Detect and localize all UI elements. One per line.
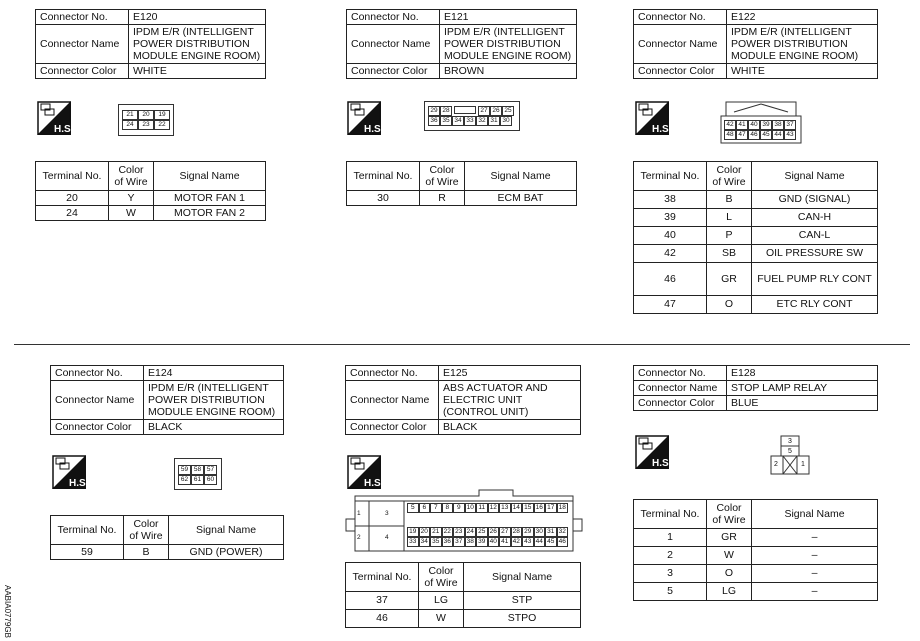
table-row (634, 263, 878, 296)
table-cell: FUEL PUMP RLY CONT (752, 263, 878, 296)
pin: 58 (191, 465, 204, 475)
pin: 1 (801, 461, 805, 468)
pin: 23 (453, 527, 465, 537)
table-cell: 5 (634, 583, 707, 601)
pin: 5 (788, 448, 792, 455)
pin: 42 (511, 537, 523, 547)
pin: 38 (772, 120, 784, 130)
table-cell: CAN-L (752, 227, 878, 245)
pin: 17 (545, 503, 557, 513)
pin: 62 (178, 475, 191, 485)
header-color-of-wire: Color of Wire (420, 162, 465, 191)
pin: 18 (557, 503, 569, 513)
pin: 32 (557, 527, 569, 537)
label-connector-no: Connector No. (347, 10, 440, 25)
pin: 2 (357, 534, 361, 541)
pin: 34 (452, 116, 464, 126)
pin: 25 (502, 106, 514, 116)
label-connector-color: Connector Color (634, 396, 727, 411)
table-cell: ECM BAT (465, 191, 577, 206)
table-cell: R (420, 191, 465, 206)
header-signal-name: Signal Name (752, 162, 878, 191)
pin: 5 (407, 503, 419, 513)
connector-name-value: IPDM E/R (INTELLIGENT POWER DISTRIBUTION MODULE ENGINE ROOM) (144, 381, 284, 420)
header-color-of-wire: Color of Wire (109, 162, 154, 191)
pin: 47 (736, 130, 748, 140)
table-row (634, 296, 878, 314)
pin: 44 (772, 130, 784, 140)
pin: 38 (465, 537, 477, 547)
pin: 22 (154, 120, 170, 130)
terminal-table-e128 (633, 499, 878, 601)
section-divider (14, 344, 910, 345)
connector-face-e120 (118, 104, 174, 136)
pin: 23 (138, 120, 154, 130)
table-row (634, 529, 878, 547)
table-cell: 38 (634, 191, 707, 209)
svg-text:H.S.: H.S. (364, 124, 384, 135)
figure-code (0, 585, 14, 638)
pin: 27 (478, 106, 490, 116)
pin: 57 (204, 465, 217, 475)
pin: 48 (724, 130, 736, 140)
pin: 8 (442, 503, 454, 513)
table-row (634, 191, 878, 209)
table-cell: 37 (346, 592, 419, 610)
pin: 9 (453, 503, 465, 513)
connector-color-value: WHITE (129, 64, 266, 79)
table-row (36, 191, 266, 206)
pin: 30 (534, 527, 546, 537)
label-connector-name: Connector Name (36, 25, 129, 64)
table-cell: W (419, 610, 464, 628)
table-row (634, 245, 878, 263)
table-cell: GR (707, 263, 752, 296)
svg-text:H.S.: H.S. (652, 458, 672, 469)
pin: 20 (138, 110, 154, 120)
pin: 41 (736, 120, 748, 130)
connector-face-e128 (769, 434, 811, 478)
table-cell: LG (419, 592, 464, 610)
connector-color-value: BLUE (727, 396, 878, 411)
pin: 25 (476, 527, 488, 537)
pin: 32 (476, 116, 488, 126)
table-cell: OIL PRESSURE SW (752, 245, 878, 263)
pin: 28 (440, 106, 452, 116)
svg-text:H.S.: H.S. (652, 124, 672, 135)
terminal-table-e125 (345, 562, 581, 628)
table-cell: STPO (464, 610, 581, 628)
terminal-table-e122 (633, 161, 878, 314)
pin: 7 (430, 503, 442, 513)
header-color-of-wire: Color of Wire (124, 516, 169, 545)
connector-e128 (633, 365, 878, 411)
pin: 21 (430, 527, 442, 537)
figure-code-text: AABIA0779GB (3, 585, 12, 638)
connector-e125 (345, 365, 581, 435)
connector-name-value: IPDM E/R (INTELLIGENT POWER DISTRIBUTION MODULE ENGINE ROOM) (129, 25, 266, 64)
pin: 3 (385, 510, 389, 517)
header-signal-name: Signal Name (154, 162, 266, 191)
table-cell: B (707, 191, 752, 209)
label-connector-name: Connector Name (347, 25, 440, 64)
header-signal-name: Signal Name (752, 500, 878, 529)
pin: 30 (500, 116, 512, 126)
harness-side-icon (347, 455, 384, 489)
table-cell: STP (464, 592, 581, 610)
table-cell: 39 (634, 209, 707, 227)
pin: 26 (490, 106, 502, 116)
svg-text:H.S.: H.S. (54, 124, 74, 135)
connector-face-e122 (720, 98, 802, 144)
pin: 59 (178, 465, 191, 475)
table-row (634, 583, 878, 601)
svg-text:H.S.: H.S. (364, 478, 384, 489)
label-connector-color: Connector Color (36, 64, 129, 79)
label-connector-no: Connector No. (634, 10, 727, 25)
pin: 43 (784, 130, 796, 140)
table-cell: LG (707, 583, 752, 601)
connector-e120 (35, 9, 266, 79)
table-cell: GND (SIGNAL) (752, 191, 878, 209)
table-row (634, 547, 878, 565)
pin: 1 (357, 510, 361, 517)
pin: 61 (191, 475, 204, 485)
pin: 44 (534, 537, 546, 547)
harness-side-icon (635, 435, 672, 469)
table-cell: 24 (36, 206, 109, 221)
table-row (634, 227, 878, 245)
label-connector-no: Connector No. (346, 366, 439, 381)
pin: 22 (442, 527, 454, 537)
table-row (346, 610, 581, 628)
connector-no-value: E125 (439, 366, 581, 381)
table-row (51, 545, 284, 560)
pin: 37 (453, 537, 465, 547)
table-cell: 3 (634, 565, 707, 583)
table-cell: 1 (634, 529, 707, 547)
table-cell: GR (707, 529, 752, 547)
pin: 37 (784, 120, 796, 130)
header-signal-name: Signal Name (464, 563, 581, 592)
key-slot (454, 106, 476, 114)
connector-info-table (50, 365, 284, 435)
table-cell: MOTOR FAN 2 (154, 206, 266, 221)
label-connector-name: Connector Name (51, 381, 144, 420)
table-cell: 46 (634, 263, 707, 296)
pin: 39 (760, 120, 772, 130)
header-terminal-no: Terminal No. (36, 162, 109, 191)
header-color-of-wire: Color of Wire (707, 162, 752, 191)
connector-info-table (346, 9, 577, 79)
table-cell: – (752, 529, 878, 547)
pin: 16 (534, 503, 546, 513)
pin: 14 (511, 503, 523, 513)
pin: 46 (748, 130, 760, 140)
table-cell: 30 (347, 191, 420, 206)
connector-e124 (50, 365, 284, 435)
terminal-table-e120 (35, 161, 266, 221)
pin: 13 (499, 503, 511, 513)
table-cell: L (707, 209, 752, 227)
table-cell: 2 (634, 547, 707, 565)
table-row (634, 565, 878, 583)
pin: 26 (488, 527, 500, 537)
label-connector-color: Connector Color (347, 64, 440, 79)
table-cell: 59 (51, 545, 124, 560)
harness-side-icon (37, 101, 74, 135)
table-cell: W (707, 547, 752, 565)
pin: 41 (499, 537, 511, 547)
pin: 43 (522, 537, 534, 547)
connector-info-table (633, 9, 878, 79)
table-cell: MOTOR FAN 1 (154, 191, 266, 206)
label-connector-name: Connector Name (634, 25, 727, 64)
svg-text:H.S.: H.S. (69, 478, 89, 489)
pin: 24 (465, 527, 477, 537)
table-cell: GND (POWER) (169, 545, 284, 560)
header-terminal-no: Terminal No. (51, 516, 124, 545)
table-row (36, 206, 266, 221)
pin: 24 (122, 120, 138, 130)
connector-no-value: E120 (129, 10, 266, 25)
connector-face-e124 (174, 458, 222, 490)
table-cell: 20 (36, 191, 109, 206)
pin: 45 (760, 130, 772, 140)
pin: 34 (419, 537, 431, 547)
harness-side-icon (52, 455, 89, 489)
table-cell: – (752, 547, 878, 565)
connector-name-value: STOP LAMP RELAY (727, 381, 878, 396)
pin: 39 (476, 537, 488, 547)
table-cell: Y (109, 191, 154, 206)
pin: 3 (788, 438, 792, 445)
pin: 12 (488, 503, 500, 513)
header-color-of-wire: Color of Wire (707, 500, 752, 529)
table-cell: CAN-H (752, 209, 878, 227)
connector-color-value: WHITE (727, 64, 878, 79)
connector-no-value: E121 (440, 10, 577, 25)
pin: 29 (522, 527, 534, 537)
header-terminal-no: Terminal No. (634, 162, 707, 191)
table-cell: 47 (634, 296, 707, 314)
connector-color-value: BROWN (440, 64, 577, 79)
table-cell: B (124, 545, 169, 560)
pin: 36 (428, 116, 440, 126)
harness-side-icon (635, 101, 672, 135)
pin: 28 (511, 527, 523, 537)
table-cell: 42 (634, 245, 707, 263)
pin: 21 (122, 110, 138, 120)
pin: 46 (557, 537, 569, 547)
pin: 42 (724, 120, 736, 130)
table-cell: O (707, 296, 752, 314)
header-color-of-wire: Color of Wire (419, 563, 464, 592)
pin: 6 (419, 503, 431, 513)
connector-color-value: BLACK (439, 420, 581, 435)
table-row (347, 191, 577, 206)
pin: 33 (407, 537, 419, 547)
table-cell: – (752, 565, 878, 583)
connector-name-value: IPDM E/R (INTELLIGENT POWER DISTRIBUTION MODULE ENGINE ROOM) (440, 25, 577, 64)
connector-info-table (345, 365, 581, 435)
table-cell: SB (707, 245, 752, 263)
pin: 35 (440, 116, 452, 126)
table-row (346, 592, 581, 610)
connector-color-value: BLACK (144, 420, 284, 435)
harness-side-icon (347, 101, 384, 135)
connector-no-value: E128 (727, 366, 878, 381)
connector-no-value: E124 (144, 366, 284, 381)
pin: 31 (545, 527, 557, 537)
pin: 4 (385, 534, 389, 541)
connector-face-e121 (424, 101, 520, 131)
table-cell: – (752, 583, 878, 601)
label-connector-color: Connector Color (634, 64, 727, 79)
connector-e122 (633, 9, 878, 79)
pin: 20 (419, 527, 431, 537)
pin: 15 (522, 503, 534, 513)
connector-name-value: ABS ACTUATOR AND ELECTRIC UNIT (CONTROL UNIT) (439, 381, 581, 420)
pin: 19 (407, 527, 419, 537)
header-terminal-no: Terminal No. (346, 563, 419, 592)
table-cell: O (707, 565, 752, 583)
pin: 11 (476, 503, 488, 513)
connector-face-e125 (345, 489, 583, 555)
pin: 10 (465, 503, 477, 513)
label-connector-color: Connector Color (346, 420, 439, 435)
header-terminal-no: Terminal No. (634, 500, 707, 529)
pin: 36 (442, 537, 454, 547)
pin: 60 (204, 475, 217, 485)
label-connector-no: Connector No. (51, 366, 144, 381)
label-connector-name: Connector Name (346, 381, 439, 420)
connector-name-value: IPDM E/R (INTELLIGENT POWER DISTRIBUTION MODULE ENGINE ROOM) (727, 25, 878, 64)
table-row (634, 209, 878, 227)
connector-info-table (633, 365, 878, 411)
pin: 29 (428, 106, 440, 116)
label-connector-color: Connector Color (51, 420, 144, 435)
table-cell: ETC RLY CONT (752, 296, 878, 314)
header-signal-name: Signal Name (465, 162, 577, 191)
label-connector-no: Connector No. (634, 366, 727, 381)
pin: 35 (430, 537, 442, 547)
terminal-table-e124 (50, 515, 284, 560)
table-cell: P (707, 227, 752, 245)
header-signal-name: Signal Name (169, 516, 284, 545)
label-connector-no: Connector No. (36, 10, 129, 25)
pin: 2 (774, 461, 778, 468)
pin: 40 (748, 120, 760, 130)
terminal-table-e121 (346, 161, 577, 206)
connector-info-table (35, 9, 266, 79)
pin: 27 (499, 527, 511, 537)
connector-no-value: E122 (727, 10, 878, 25)
table-cell: W (109, 206, 154, 221)
pin: 19 (154, 110, 170, 120)
label-connector-name: Connector Name (634, 381, 727, 396)
pin: 40 (488, 537, 500, 547)
pin: 33 (464, 116, 476, 126)
table-cell: 40 (634, 227, 707, 245)
table-cell: 46 (346, 610, 419, 628)
header-terminal-no: Terminal No. (347, 162, 420, 191)
pin: 45 (545, 537, 557, 547)
connector-e121 (346, 9, 577, 79)
pin: 31 (488, 116, 500, 126)
